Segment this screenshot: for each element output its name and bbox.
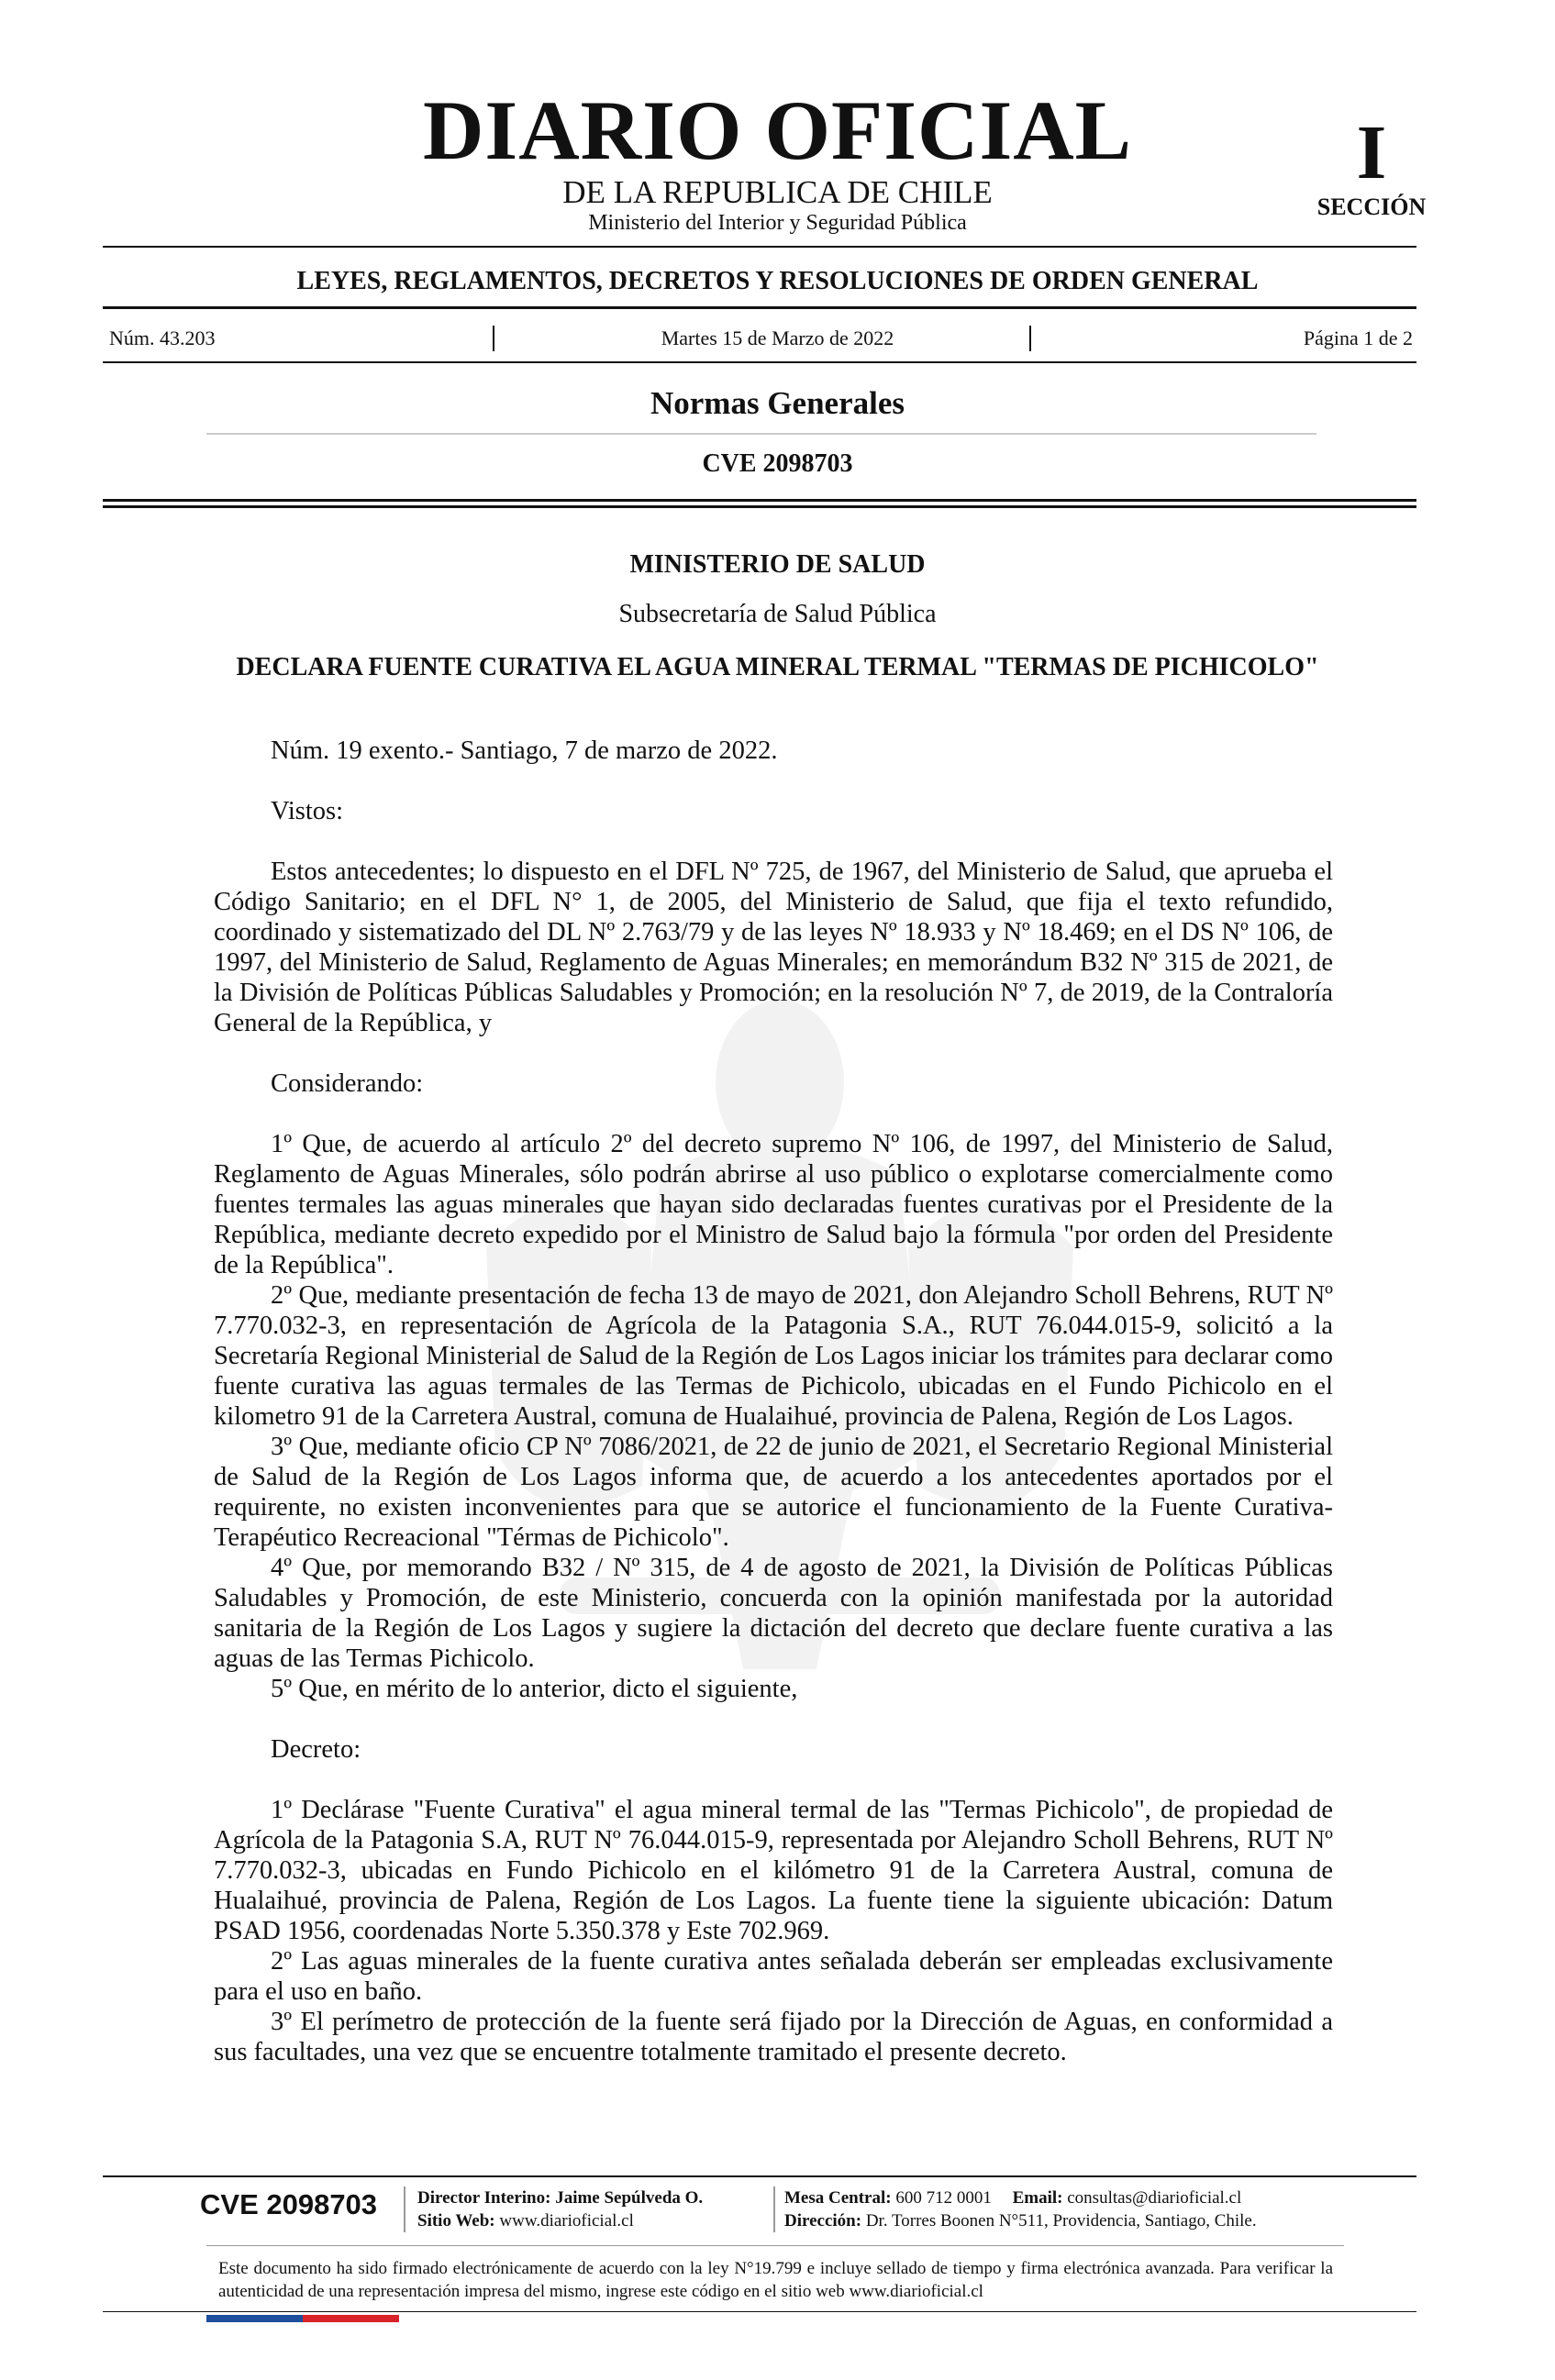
- document-body: [214, 736, 1333, 2067]
- considerando-paragraph: 3º Que, mediante oficio CP Nº 7086/2021, de 22 de junio de 2021, el Secretario Regional Ministerial de Salud de la Región de Los Lagos informa que, de acuerdo a los antecedentes aportados por el requirente, no existen inconvenientes para que se autorice el funcionamiento de la Fuente Curativa-Terapéutico Recreacional "Térmas de Pichicolo".: [214, 1433, 1333, 1552]
- vistos-paragraph: Estos antecedentes; lo dispuesto en el DFL Nº 725, de 1967, del Ministerio de Salud, que aprueba el Código Sanitario; en el DFL N° 1, de 2005, del Ministerio de Salud, que fija el texto refundido, coordinado y sistematizado del DL Nº 2.763/79 y de las leyes Nº 18.933 y Nº 18.469; en el DS Nº 106, de 1997, del Ministerio de Salud, Reglamento de Aguas Minerales; en memorándum B32 Nº 315 de 2021, de la División de Políticas Públicas Saludables y Promoción; en la resolución Nº 7, de 2019, de la Contraloría General de la República, y: [214, 858, 1333, 1037]
- header-divider: [103, 246, 1416, 248]
- footer-separator: [404, 2186, 405, 2232]
- legal-notice: Este documento ha sido firmado electrónicamente de acuerdo con la ley N°19.799 e incluye sellado de tiempo y firma electrónica avanzada. Para verificar la autenticidad de una representación impresa del mismo, ingrese este código en el sitio web www.diarioficial.cl: [218, 2259, 1333, 2301]
- address-value: Dr. Torres Boonen N°511, Providencia, Santiago, Chile.: [865, 2211, 1257, 2231]
- footer-contact: [784, 2189, 1241, 2207]
- section-rule-thick: [103, 499, 1416, 502]
- flag-stripe-blue: [206, 2315, 303, 2322]
- issue-date: Martes 15 de Marzo de 2022: [661, 327, 894, 349]
- issuing-ministry: MINISTERIO DE SALUD: [629, 550, 926, 579]
- considerando-heading: Considerando:: [271, 1069, 424, 1098]
- category-divider: [103, 306, 1416, 309]
- subsecretariat: Subsecretaría de Salud Pública: [618, 600, 937, 628]
- decreto-article: 3º El perímetro de protección de la fuente será fijado por la Dirección de Aguas, en conformidad a sus facultades, una vez que se encuentre totalmente tramitado el presente decreto.: [214, 2008, 1333, 2066]
- footer-director: [417, 2189, 703, 2207]
- decree-number: Núm. 19 exento.- Santiago, 7 de marzo de 2022.: [271, 736, 778, 765]
- email-link[interactable]: consultas@diarioficial.cl: [1067, 2188, 1242, 2208]
- section-divider: [206, 433, 1316, 435]
- considerando-paragraph: 2º Que, mediante presentación de fecha 13 de mayo de 2021, don Alejandro Scholl Behrens, RUT Nº 7.770.032-3, en representación de Agrícola de la Patagonia S.A., RUT 76.044.015-9, solicitó a la Secretaría Regional Ministerial de Salud de la Región de Los Lagos iniciar los trámites para declarar como fuente curativa las aguas termales de las Termas de Pichicolo, ubicadas en el Fundo Pichicolo en el kilometro 91 de la Carretera Austral, comuna de Hualaihué, provincia de Palena, Región de Los Lagos.: [214, 1281, 1333, 1431]
- category-heading: LEYES, REGLAMENTOS, DECRETOS Y RESOLUCIONES DE ORDEN GENERAL: [296, 267, 1259, 295]
- footer-cve-code: CVE 2098703: [200, 2188, 378, 2220]
- footer-bottom-rule: [103, 2311, 1416, 2312]
- issue-separator: [1029, 326, 1031, 351]
- vistos-heading: Vistos:: [271, 797, 344, 825]
- footer-separator: [773, 2186, 775, 2232]
- newspaper-ministry: Ministerio del Interior y Seguridad Pública: [588, 211, 967, 235]
- newspaper-title: DIARIO OFICIAL: [422, 83, 1133, 177]
- director-label: Director Interino:: [417, 2188, 551, 2208]
- section-label: SECCIÓN: [1316, 194, 1427, 220]
- document-title: DECLARA FUENTE CURATIVA EL AGUA MINERAL TERMAL "TERMAS DE PICHICOLO": [236, 653, 1319, 681]
- footer-address: [784, 2212, 1257, 2230]
- footer-divider: [103, 2175, 1416, 2177]
- footer-website: [417, 2212, 634, 2230]
- page-indicator: Página 1 de 2: [1303, 327, 1413, 349]
- director-name: Jaime Sepúlveda O.: [555, 2188, 704, 2208]
- email-label: Email:: [1012, 2188, 1063, 2208]
- phone-label: Mesa Central:: [784, 2188, 892, 2208]
- considerando-paragraph: 1º Que, de acuerdo al artículo 2º del decreto supremo Nº 106, de 1997, del Ministerio de Salud, Reglamento de Aguas Minerales, sólo podrán abrirse al uso público o explotarse comercialmente como fuentes termales las aguas minerales que hayan sido declaradas fuentes curativas por el Presidente de la República, mediante decreto expedido por el Ministro de Salud bajo la fórmula "por orden del Presidente de la República".: [214, 1130, 1333, 1279]
- address-label: Dirección:: [784, 2211, 862, 2231]
- section-heading: Normas Generales: [650, 385, 905, 421]
- website-label: Sitio Web:: [417, 2211, 495, 2231]
- considerando-paragraph: 5º Que, en mérito de lo anterior, dicto el siguiente,: [271, 1675, 798, 1703]
- newspaper-subtitle: DE LA REPUBLICA DE CHILE: [562, 174, 993, 210]
- decreto-article: 2º Las aguas minerales de la fuente curativa antes señalada deberán ser empleadas exclusivamente para el uso en baño.: [214, 1947, 1333, 2006]
- issue-divider: [103, 361, 1416, 363]
- footer-thin-divider: [206, 2245, 1344, 2246]
- website-link[interactable]: www.diarioficial.cl: [499, 2211, 634, 2231]
- decreto-article: 1º Declárase "Fuente Curativa" el agua mineral termal de las "Termas Pichicolo", de propiedad de Agrícola de la Patagonia S.A, RUT Nº 76.044.015-9, representada por Alejandro Scholl Behrens, RUT Nº 7.770.032-3, ubicadas en Fundo Pichicolo en el kilómetro 91 de la Carretera Austral, comuna de Hualaihué, provincia de Palena, Región de Los Lagos. La fuente tiene la siguiente ubicación: Datum PSAD 1956, coordenadas Norte 5.350.378 y Este 702.969.: [214, 1796, 1333, 1945]
- phone-value: 600 712 0001: [895, 2188, 992, 2208]
- section-number: I: [1356, 110, 1387, 195]
- section-rule-thick: [103, 505, 1416, 508]
- issue-number: Núm. 43.203: [109, 327, 216, 349]
- considerando-paragraph: 4º Que, por memorando B32 / Nº 315, de 4 de agosto de 2021, la División de Políticas Públicas Saludables y Promoción, de este Ministerio, concuerda con la opinión manifestada por la autoridad sanitaria de la Región de Los Lagos y sugiere la dictación del decreto que declare fuente curativa a las aguas de las Termas Pichicolo.: [214, 1554, 1333, 1673]
- flag-stripe-red: [303, 2315, 399, 2322]
- decreto-heading: Decreto:: [271, 1735, 361, 1764]
- cve-code: CVE 2098703: [702, 449, 853, 478]
